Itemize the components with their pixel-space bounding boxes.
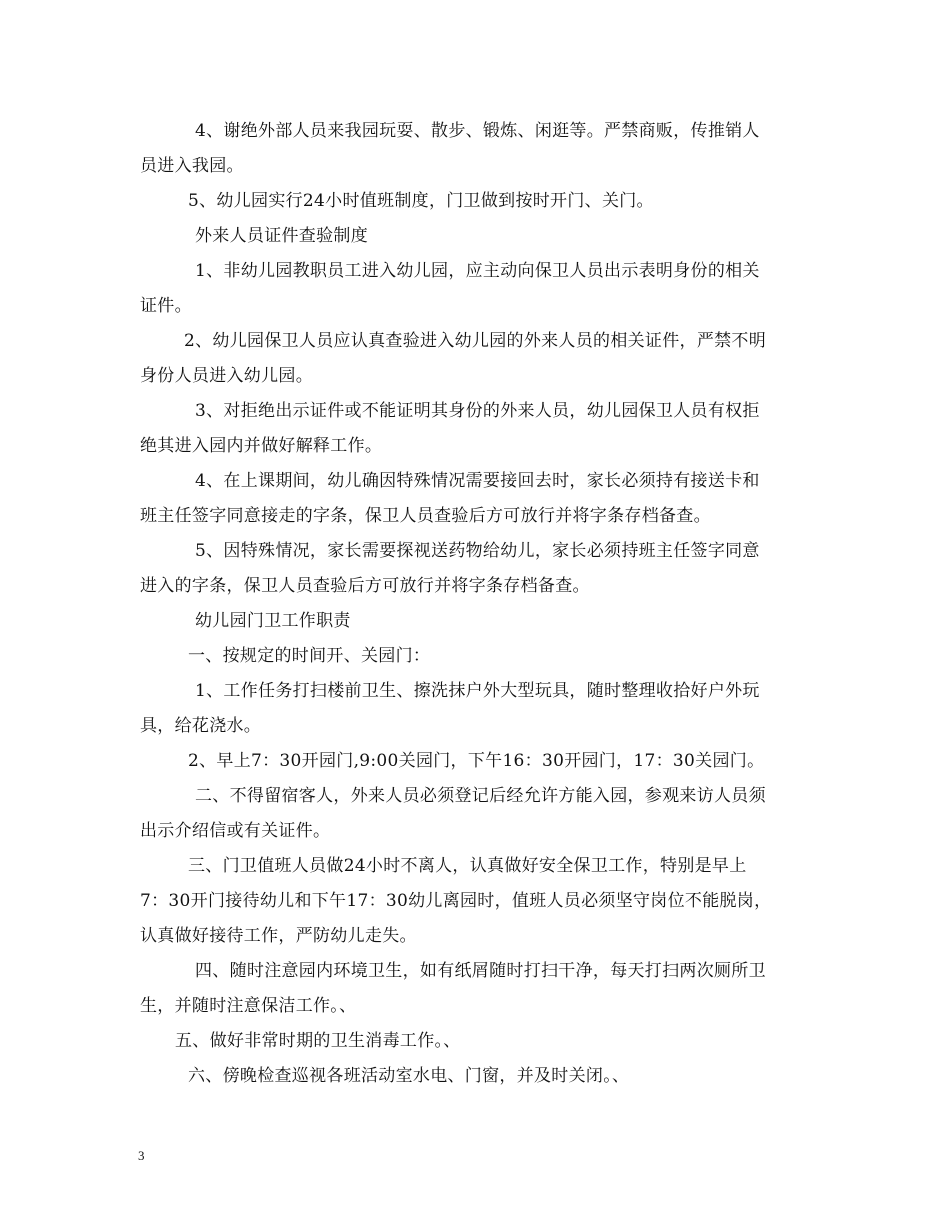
text-line: 出示介绍信或有关证件。 — [140, 821, 331, 841]
text-line: 进入的字条，保卫人员查验后方可放行并将字条存档备查。 — [140, 576, 590, 596]
text-line: 1、非幼儿园教职员工进入幼儿园，应主动向保卫人员出示表明身份的相关 — [195, 261, 760, 281]
text-line: 2、早上7：30开园门,9:00关园门，下午16：30开园门，17：30关园门。 — [188, 751, 765, 771]
text-line: 5、因特殊情况，家长需要探视送药物给幼儿，家长必须持班主任签字同意 — [195, 541, 760, 561]
text-line: 一、按规定的时间开、关园门： — [188, 646, 431, 666]
text-line: 4、在上课期间，幼儿确因特殊情况需要接回去时，家长必须持有接送卡和 — [195, 471, 760, 491]
text-line: 具，给花浇水。 — [140, 716, 262, 736]
text-line: 7：30开门接待幼儿和下午17：30幼儿离园时，值班人员必须坚守岗位不能脱岗， — [140, 891, 772, 911]
text-line: 2、幼儿园保卫人员应认真查验进入幼儿园的外来人员的相关证件，严禁不明 — [184, 331, 767, 351]
text-line: 外来人员证件查验制度 — [195, 226, 368, 246]
text-line: 四、随时注意园内环境卫生，如有纸屑随时打扫干净，每天打扫两次厕所卫 — [195, 961, 766, 981]
text-line: 六、傍晚检查巡视各班活动室水电、门窗，并及时关闭。、 — [188, 1066, 630, 1086]
text-line: 生，并随时注意保洁工作。、 — [140, 996, 357, 1016]
page-number: 3 — [138, 1148, 145, 1163]
text-line: 员进入我园。 — [140, 156, 244, 176]
text-line: 五、做好非常时期的卫生消毒工作。、 — [175, 1031, 461, 1051]
text-line: 证件。 — [140, 296, 192, 316]
text-line: 二、不得留宿客人，外来人员必须登记后经允许方能入园，参观来访人员须 — [195, 786, 766, 806]
text-line: 绝其进入园内并做好解释工作。 — [140, 436, 383, 456]
text-line: 幼儿园门卫工作职责 — [195, 611, 351, 631]
text-line: 3、对拒绝出示证件或不能证明其身份的外来人员，幼儿园保卫人员有权拒 — [195, 401, 760, 421]
text-line: 1、工作任务打扫楼前卫生、擦洗抹户外大型玩具，随时整理收拾好户外玩 — [195, 681, 760, 701]
text-line: 认真做好接待工作，严防幼儿走失。 — [140, 926, 417, 946]
text-line: 三、门卫值班人员做24小时不离人，认真做好安全保卫工作，特别是早上 — [188, 856, 747, 876]
text-line: 4、谢绝外部人员来我园玩耍、散步、锻炼、闲逛等。严禁商贩，传推销人 — [195, 121, 760, 141]
text-line: 5、幼儿园实行24小时值班制度，门卫做到按时开门、关门。 — [188, 191, 654, 211]
text-line: 班主任签字同意接走的字条，保卫人员查验后方可放行并将字条存档备查。 — [140, 506, 711, 526]
text-line: 身份人员进入幼儿园。 — [140, 366, 313, 386]
document-body — [140, 114, 815, 1094]
